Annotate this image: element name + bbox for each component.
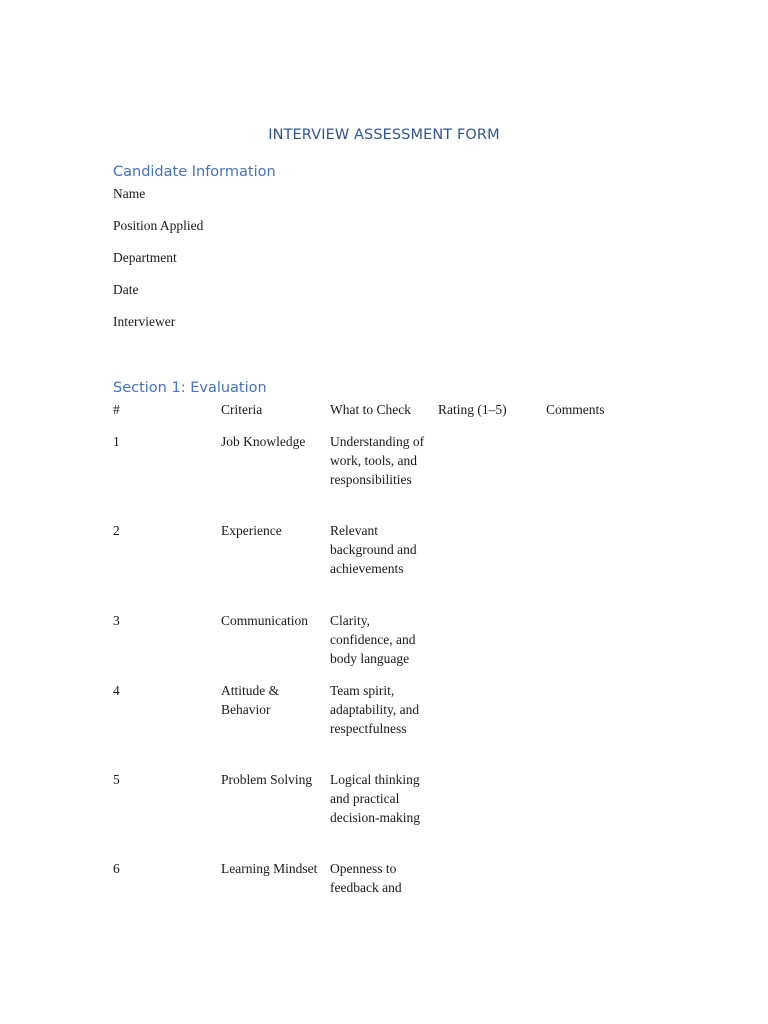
column-header-criteria: Criteria	[221, 402, 263, 417]
table-header-row	[113, 400, 663, 432]
row-number: 5	[113, 772, 120, 787]
table-row	[113, 859, 663, 903]
row-number: 6	[113, 861, 120, 876]
row-number: 3	[113, 613, 120, 628]
table-row	[113, 681, 663, 770]
row-what-to-check: Logical thinking and practical decision-making	[330, 772, 420, 826]
table-row	[113, 521, 663, 611]
row-number: 2	[113, 523, 120, 538]
column-header-rating: Rating (1–5)	[438, 402, 507, 417]
evaluation-heading: Section 1: Evaluation	[113, 380, 267, 396]
candidate-info-heading: Candidate Information	[113, 164, 276, 180]
row-criteria: Attitude & Behavior	[221, 683, 280, 718]
form-title: INTERVIEW ASSESSMENT FORM	[268, 127, 500, 143]
row-number: 4	[113, 683, 120, 698]
row-criteria: Job Knowledge	[221, 434, 306, 449]
row-criteria: Problem Solving	[221, 772, 313, 787]
column-header-what-to-check: What to Check	[330, 402, 411, 417]
table-row	[113, 770, 663, 859]
row-what-to-check: Relevant background and achievements	[330, 523, 417, 577]
row-number: 1	[113, 434, 120, 449]
table-row	[113, 432, 663, 521]
evaluation-table	[113, 400, 663, 903]
field-interviewer: Interviewer	[113, 314, 176, 329]
field-name: Name	[113, 186, 146, 201]
row-criteria: Experience	[221, 523, 282, 538]
row-what-to-check: Clarity, confidence, and body language	[330, 613, 416, 667]
field-department: Department	[113, 250, 177, 265]
field-date: Date	[113, 282, 139, 297]
column-header-comments: Comments	[546, 402, 605, 417]
row-criteria: Communication	[221, 613, 308, 628]
row-what-to-check: Team spirit, adaptability, and respectfulness	[330, 683, 420, 737]
row-what-to-check: Openness to feedback and	[330, 861, 402, 896]
row-what-to-check: Understanding of work, tools, and responsibilities	[330, 434, 425, 488]
row-criteria: Learning Mindset	[221, 861, 318, 876]
table-row	[113, 611, 663, 681]
column-header-number: #	[113, 402, 120, 417]
field-position-applied: Position Applied	[113, 218, 204, 233]
